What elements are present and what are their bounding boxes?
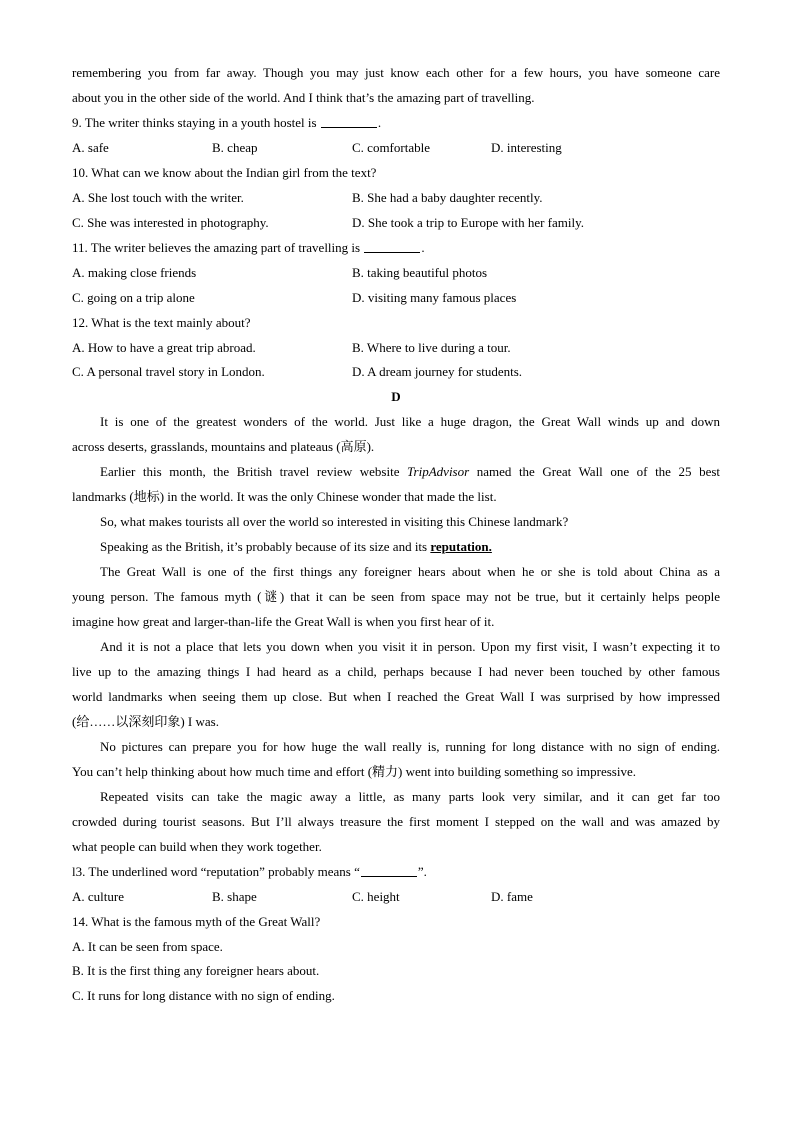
passage-line: what people can build when they work together.: [72, 839, 322, 854]
passage-line: Speaking as the British, it’s probably because of its size and its reputation.: [100, 539, 492, 554]
website-name: TripAdvisor: [407, 464, 470, 479]
q12-option-a: A. How to have a great trip abroad.: [72, 340, 256, 355]
question-9-stem: 9. The writer thinks staying in a youth hostel is .: [72, 115, 382, 130]
q13-option-d: D. fame: [491, 889, 533, 904]
q10-option-a: A. She lost touch with the writer.: [72, 190, 244, 205]
q10-option-b: B. She had a baby daughter recently.: [352, 190, 543, 205]
q9-option-d: D. interesting: [491, 140, 562, 155]
q13-option-c: C. height: [352, 889, 400, 904]
q10-option-d: D. She took a trip to Europe with her family.: [352, 215, 585, 230]
passage-line: So, what makes tourists all over the world so interested in visiting this Chinese landmark?: [100, 514, 569, 529]
q13-option-a: A. culture: [72, 889, 124, 904]
q10-option-c: C. She was interested in photography.: [72, 215, 269, 230]
q14-option-b: B. It is the first thing any foreigner hears about.: [72, 963, 320, 978]
answer-blank: [364, 239, 420, 253]
q9-option-c: C. comfortable: [352, 140, 430, 155]
question-11-stem: 11. The writer believes the amazing part of travelling is .: [72, 240, 425, 255]
q11-option-a: A. making close friends: [72, 265, 197, 280]
q12-option-d: D. A dream journey for students.: [352, 364, 523, 379]
passage-line: remembering you from far away. Though you may just know each other for a few hours, you have someone care: [72, 65, 720, 80]
passage-line: world landmarks when seeing them up close. But when I reached the Great Wall I was surprised by how impressed: [72, 689, 720, 704]
passage-line: landmarks (地标) in the world. It was the only Chinese wonder that made the list.: [72, 489, 497, 504]
passage-line: Repeated visits can take the magic away a little, as many parts look very similar, and it can get far too: [100, 789, 720, 804]
passage-line: The Great Wall is one of the first things any foreigner hears about when he or she is told about China as a: [100, 564, 720, 579]
answer-blank: [321, 114, 377, 128]
q11-option-d: D. visiting many famous places: [352, 290, 517, 305]
question-10-stem: 10. What can we know about the Indian girl from the text?: [72, 165, 377, 180]
passage-line: (给……以深刻印象) I was.: [72, 714, 219, 729]
q9-option-a: A. safe: [72, 140, 109, 155]
q14-option-a: A. It can be seen from space.: [72, 939, 223, 954]
q12-option-c: C. A personal travel story in London.: [72, 364, 265, 379]
q12-option-b: B. Where to live during a tour.: [352, 340, 511, 355]
passage-line: No pictures can prepare you for how huge the wall really is, running for long distance with no sign of ending.: [100, 739, 720, 754]
passage-line: across deserts, grasslands, mountains and plateaus (高原).: [72, 439, 375, 454]
section-title: D: [391, 389, 401, 404]
passage-line: young person. The famous myth (谜) that it can be seen from space may not be true, but it certainly helps people: [72, 589, 720, 604]
q11-option-b: B. taking beautiful photos: [352, 265, 488, 280]
passage-line: live up to the amazing things I had heard as a child, perhaps because I had never been touched by other famous: [72, 664, 720, 679]
question-14-stem: 14. What is the famous myth of the Great Wall?: [72, 914, 321, 929]
q14-option-c: C. It runs for long distance with no sign of ending.: [72, 988, 335, 1003]
q11-option-c: C. going on a trip alone: [72, 290, 195, 305]
underlined-word: reputation.: [430, 539, 492, 554]
question-13-stem: l3. The underlined word “reputation” probably means “ ”.: [72, 864, 427, 879]
passage-line: about you in the other side of the world. And I think that’s the amazing part of travelling.: [72, 90, 535, 105]
passage-line: imagine how great and larger-than-life the Great Wall is when you first hear of it.: [72, 614, 495, 629]
q9-option-b: B. cheap: [212, 140, 258, 155]
q13-option-b: B. shape: [212, 889, 257, 904]
question-12-stem: 12. What is the text mainly about?: [72, 315, 251, 330]
passage-line: You can’t help thinking about how much time and effort (精力) went into building something so impressive.: [72, 764, 636, 779]
passage-line: It is one of the greatest wonders of the world. Just like a huge dragon, the Great Wall winds up and down: [100, 414, 720, 429]
passage-line: crowded during tourist seasons. But I’ll always treasure the first moment I stepped on the wall and was amazed by: [72, 814, 720, 829]
passage-line: Earlier this month, the British travel review website TripAdvisor named the Great Wall one of the 25 best: [100, 464, 721, 479]
answer-blank: [361, 863, 417, 877]
passage-line: And it is not a place that lets you down when you visit it in person. Upon my first visit, I wasn’t expecting it to: [100, 639, 720, 654]
